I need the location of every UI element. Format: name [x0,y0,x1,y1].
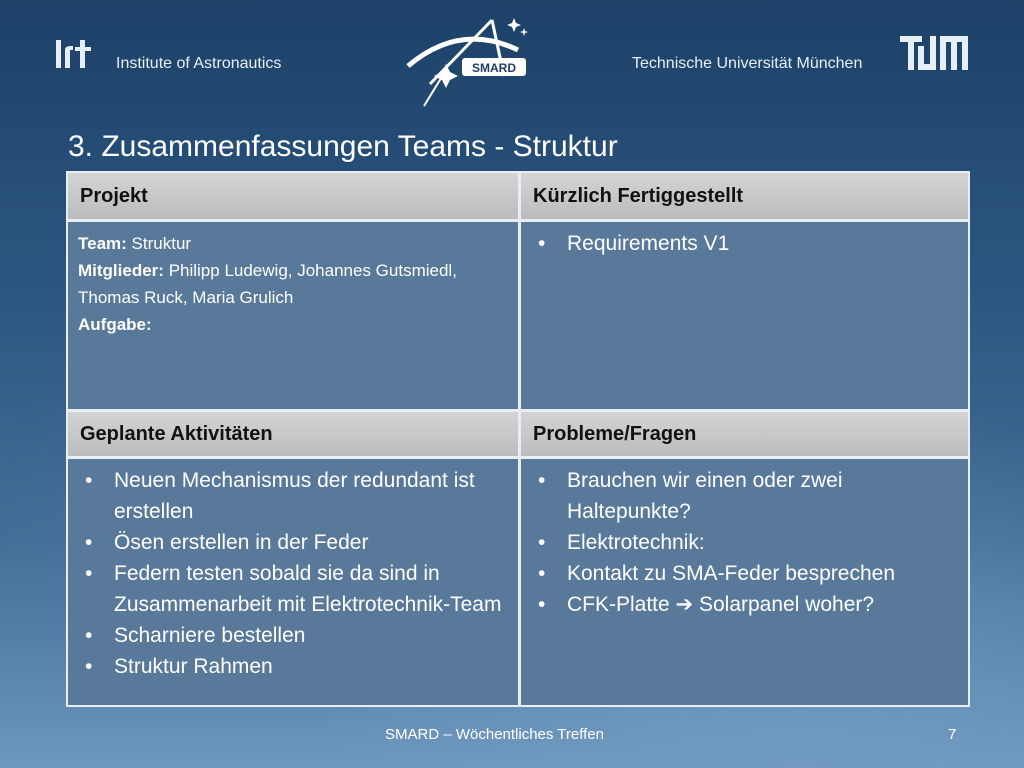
slide-header [0,0,1024,110]
planned-list [68,459,518,682]
team-info-cell [68,222,518,409]
list-item: • Brauchen wir einen oder zwei Haltepunkte? [535,465,960,527]
smard-logo-text: SMARD [472,61,516,75]
problems-cell [521,459,968,705]
list-item: • Federn testen sobald sie da sind in Zusammenarbeit mit Elektrotechnik-Team [82,558,510,620]
planned-cell [68,459,518,705]
task-label: Aufgabe: [78,315,152,334]
team-line [78,230,508,257]
recent-cell [521,222,968,409]
page-number: 7 [948,726,957,743]
lrt-logo [53,38,97,70]
arrow-right-icon: ➔ [675,593,694,616]
summary-table [66,171,970,707]
footer-text: SMARD – Wöchentliches Treffen [385,726,604,743]
list-item: • Ösen erstellen in der Feder [82,527,510,558]
tum-logo [900,36,968,70]
smard-logo [400,14,540,110]
task-line [78,311,508,338]
header-recently-completed: Kürzlich Fertiggestellt [521,173,968,219]
members-label: Mitglieder: [78,261,164,280]
members-value: Philipp Ludewig, Johannes Gutsmiedl, Thomas Ruck, Maria Grulich [78,261,457,307]
team-value: Struktur [131,234,192,253]
header-projekt: Projekt [68,173,518,219]
list-item: • Neuen Mechanismus der redundant ist erstellen [82,465,510,527]
header-problems-questions: Probleme/Fragen [521,412,968,456]
list-item: • Struktur Rahmen [82,651,510,682]
slide-footer [0,724,1024,748]
list-item: • Kontakt zu SMA-Feder besprechen [535,558,960,589]
list-item: • Requirements V1 [535,228,960,259]
university-label: Technische Universität München [632,55,863,72]
team-label: Team: [78,234,127,253]
members-line [78,257,508,311]
list-item: • CFK-Platte ➔ Solarpanel woher? [535,589,960,620]
slide-title: 3. Zusammenfassungen Teams - Struktur [68,130,618,163]
recent-list [521,222,968,259]
list-item: • Scharniere bestellen [82,620,510,651]
problems-list [521,459,968,620]
header-planned-activities: Geplante Aktivitäten [68,412,518,456]
institute-label: Institute of Astronautics [116,55,282,72]
list-item: • Elektrotechnik: [535,527,960,558]
